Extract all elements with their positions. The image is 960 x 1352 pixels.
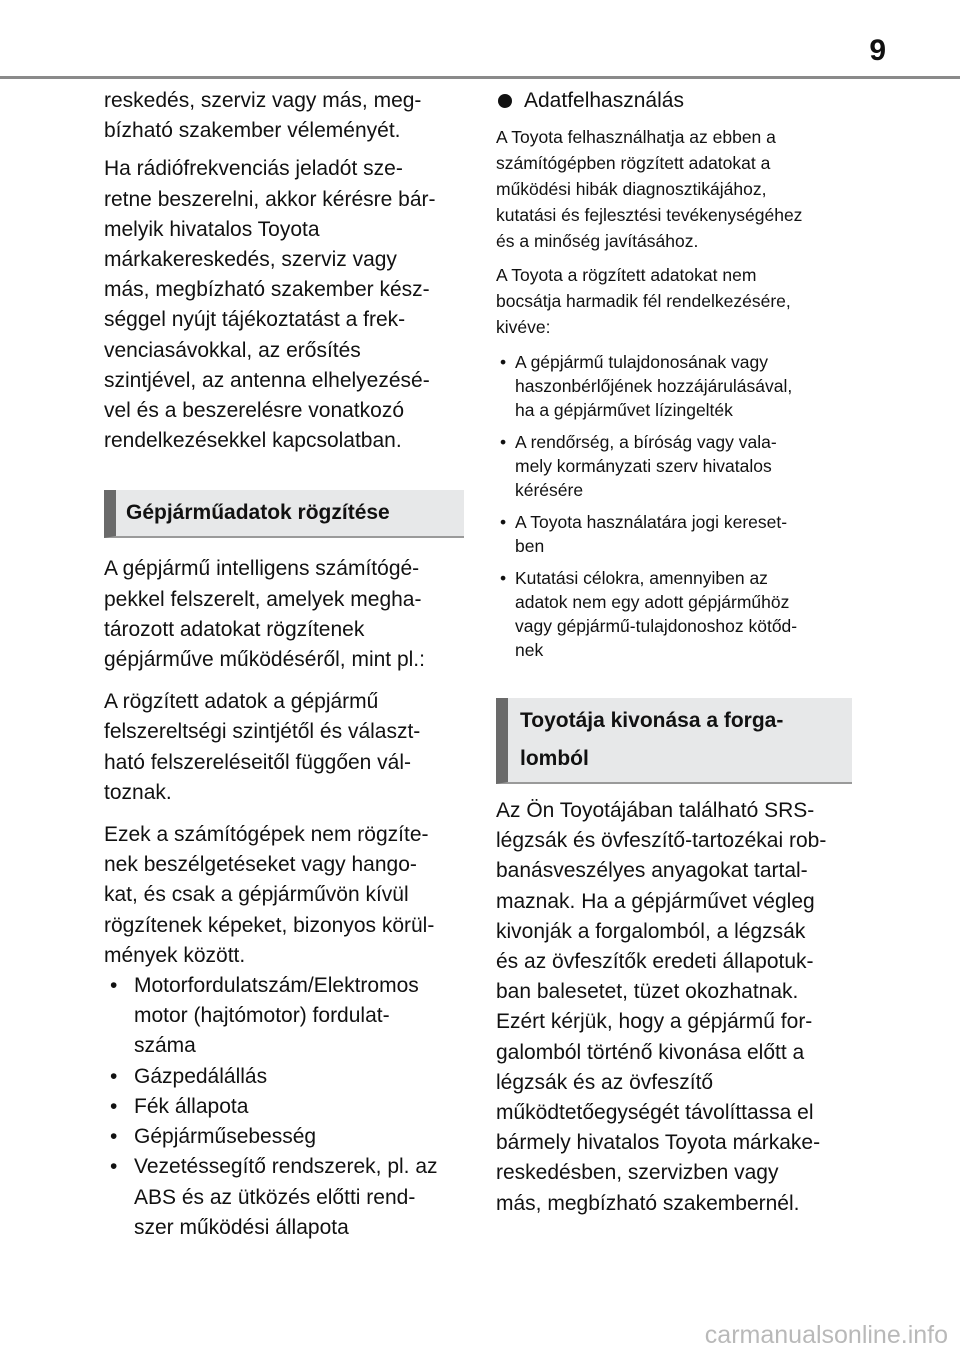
text-line: más, megbízható szakembernél. [496,1191,800,1215]
text-line: és az övfeszítők eredeti állapotuk- [496,950,814,974]
text-line: kivéve: [496,317,551,337]
text-line: ha a gépjárművet lízingelték [515,400,733,420]
text-line: A Toyota felhasználhatja az ebben a [496,127,776,147]
text-line: Ha rádiófrekvenciás jeladót sze- [104,157,403,181]
text-line: működtetőegységét távolíttassa el [496,1101,814,1125]
text-line: A Toyota a rögzített adatokat nem [496,265,757,285]
text-line: maznak. Ha a gépjárművet végleg [496,889,815,913]
list-item [104,1152,464,1243]
exceptions-list [496,350,852,662]
right-column [496,86,852,1219]
left-para-2 [104,154,464,456]
list-item [496,430,852,502]
text-line: száma [134,1034,196,1058]
text-line: pekkel felszerelt, amelyek megha- [104,587,422,611]
text-line: kutatási és fejlesztési tevékenységéhez [496,205,803,225]
subtitle-data-usage [496,86,852,116]
heading-text: Gépjárműadatok rögzítése [126,501,390,525]
text-line: szintjével, az antenna elhelyezésé- [104,368,430,392]
text-line: rendelkezésekkel kapcsolatban. [104,429,402,453]
text-line: és a minőség javításához. [496,231,699,251]
text-line: • A gépjármű tulajdonosának vagy [515,352,768,372]
text-line: ható felszereléseitől függően vál- [104,750,412,774]
list-item [496,566,852,662]
text-line: ABS és az ütközés előtti rend- [134,1185,416,1209]
text-line: nek beszélgetéseket vagy hango- [104,853,417,877]
top-rule [0,76,960,79]
page-number: 9 [869,34,886,67]
left-para-3 [104,554,464,675]
text-line: ban balesetet, tüzet okozhatnak. [496,980,799,1004]
text-line: más, megbízható szakember kész- [104,278,430,302]
text-line: reskedésben, szervizben vagy [496,1161,779,1185]
text-line: • Motorfordulatszám/Elektromos [134,974,419,998]
watermark: carmanualsonline.info [704,1321,948,1349]
text-line: haszonbérlőjének hozzájárulásával, [515,376,793,396]
list-item [104,971,464,1062]
text-line: mely kormányzati szerv hivatalos [515,456,772,476]
right-para-1 [496,124,852,254]
recorded-data-list [104,971,464,1243]
text-line: bocsátja harmadik fél rendelkezésére, [496,291,791,311]
left-column [104,86,464,1243]
text-line: vel és a beszerelésre vonatkozó [104,399,404,423]
text-line: toznak. [104,780,172,804]
text-line: • A rendőrség, a bíróság vagy vala- [515,432,777,452]
text-line: gépjárműve működéséről, mint pl.: [104,648,425,672]
left-para-4 [104,687,464,808]
text-line: Ezért kérjük, hogy a gépjármű for- [496,1010,813,1034]
left-para-1 [104,86,464,146]
heading-line: lomból [520,747,589,770]
text-line: kat, és csak a gépjárművön kívül [104,883,409,907]
bullet-dot-icon [498,94,512,108]
text-line: vagy gépjármű-tulajdonoshoz kötőd- [515,616,798,636]
right-para-3 [496,796,852,1219]
subtitle-text: Adatfelhasználás [524,89,684,112]
text-line: • Fék állapota [134,1094,249,1118]
text-line: adatok nem egy adott gépjárműhöz [515,592,790,612]
text-line: számítógépben rögzített adatokat a [496,153,771,173]
text-line: márkakereskedés, szerviz vagy [104,248,397,272]
text-line: • A Toyota használatára jogi kereset- [515,512,788,532]
text-line: • Gázpedálállás [134,1064,268,1088]
list-item [104,1122,464,1152]
text-line: melyik hivatalos Toyota [104,217,320,241]
section-heading-decommission [496,698,852,784]
text-line: bármely hivatalos Toyota márkake- [496,1131,821,1155]
text-line: A gépjármű intelligens számítógé- [104,557,420,581]
text-line: Ezek a számítógépek nem rögzíte- [104,823,429,847]
text-line: szer működési állapota [134,1215,349,1239]
text-line: venciasávokkal, az erősítés [104,338,361,362]
heading-line: Toyotája kivonása a forga- [520,709,784,732]
list-item [496,510,852,558]
text-line: galomból történő kivonása előtt a [496,1040,805,1064]
text-line: motor (hajtómotor) fordulat- [134,1004,390,1028]
text-line: séggel nyújt tájékoztatást a frek- [104,308,406,332]
text-line: bízható szakember véleményét. [104,119,401,143]
text-line: légzsák és övfeszítő-tartozékai rob- [496,829,827,853]
text-line: Az Ön Toyotájában található SRS- [496,799,815,822]
text-line: kivonják a forgalomból, a légzsák [496,919,806,943]
text-line: nek [515,640,544,660]
text-line: retne beszerelni, akkor kérésre bár- [104,187,436,211]
text-line: banásveszélyes anyagokat tartal- [496,859,808,883]
text-line: • Vezetéssegítő rendszerek, pl. az [134,1155,438,1179]
text-line: kérésére [515,480,584,500]
text-line: • Kutatási célokra, amennyiben az [515,568,768,588]
text-line: mények között. [104,943,246,967]
text-line: tározott adatokat rögzítenek [104,617,365,641]
text-line: légzsák és az övfeszítő [496,1070,714,1094]
text-line: ben [515,536,545,556]
text-line: A rögzített adatok a gépjármű [104,690,379,714]
text-line: rögzítenek képeket, bizonyos körül- [104,913,435,937]
text-line: reskedés, szerviz vagy más, meg- [104,89,422,112]
list-item [104,1062,464,1092]
text-line: felszereltségi szintjétől és választ- [104,720,421,744]
text-line: • Gépjárműsebesség [134,1125,317,1149]
list-item [496,350,852,422]
left-para-5 [104,820,464,971]
text-line: működési hibák diagnosztikájához, [496,179,767,199]
list-item [104,1092,464,1122]
right-para-2 [496,262,852,340]
section-heading-vehicle-data [104,490,464,538]
